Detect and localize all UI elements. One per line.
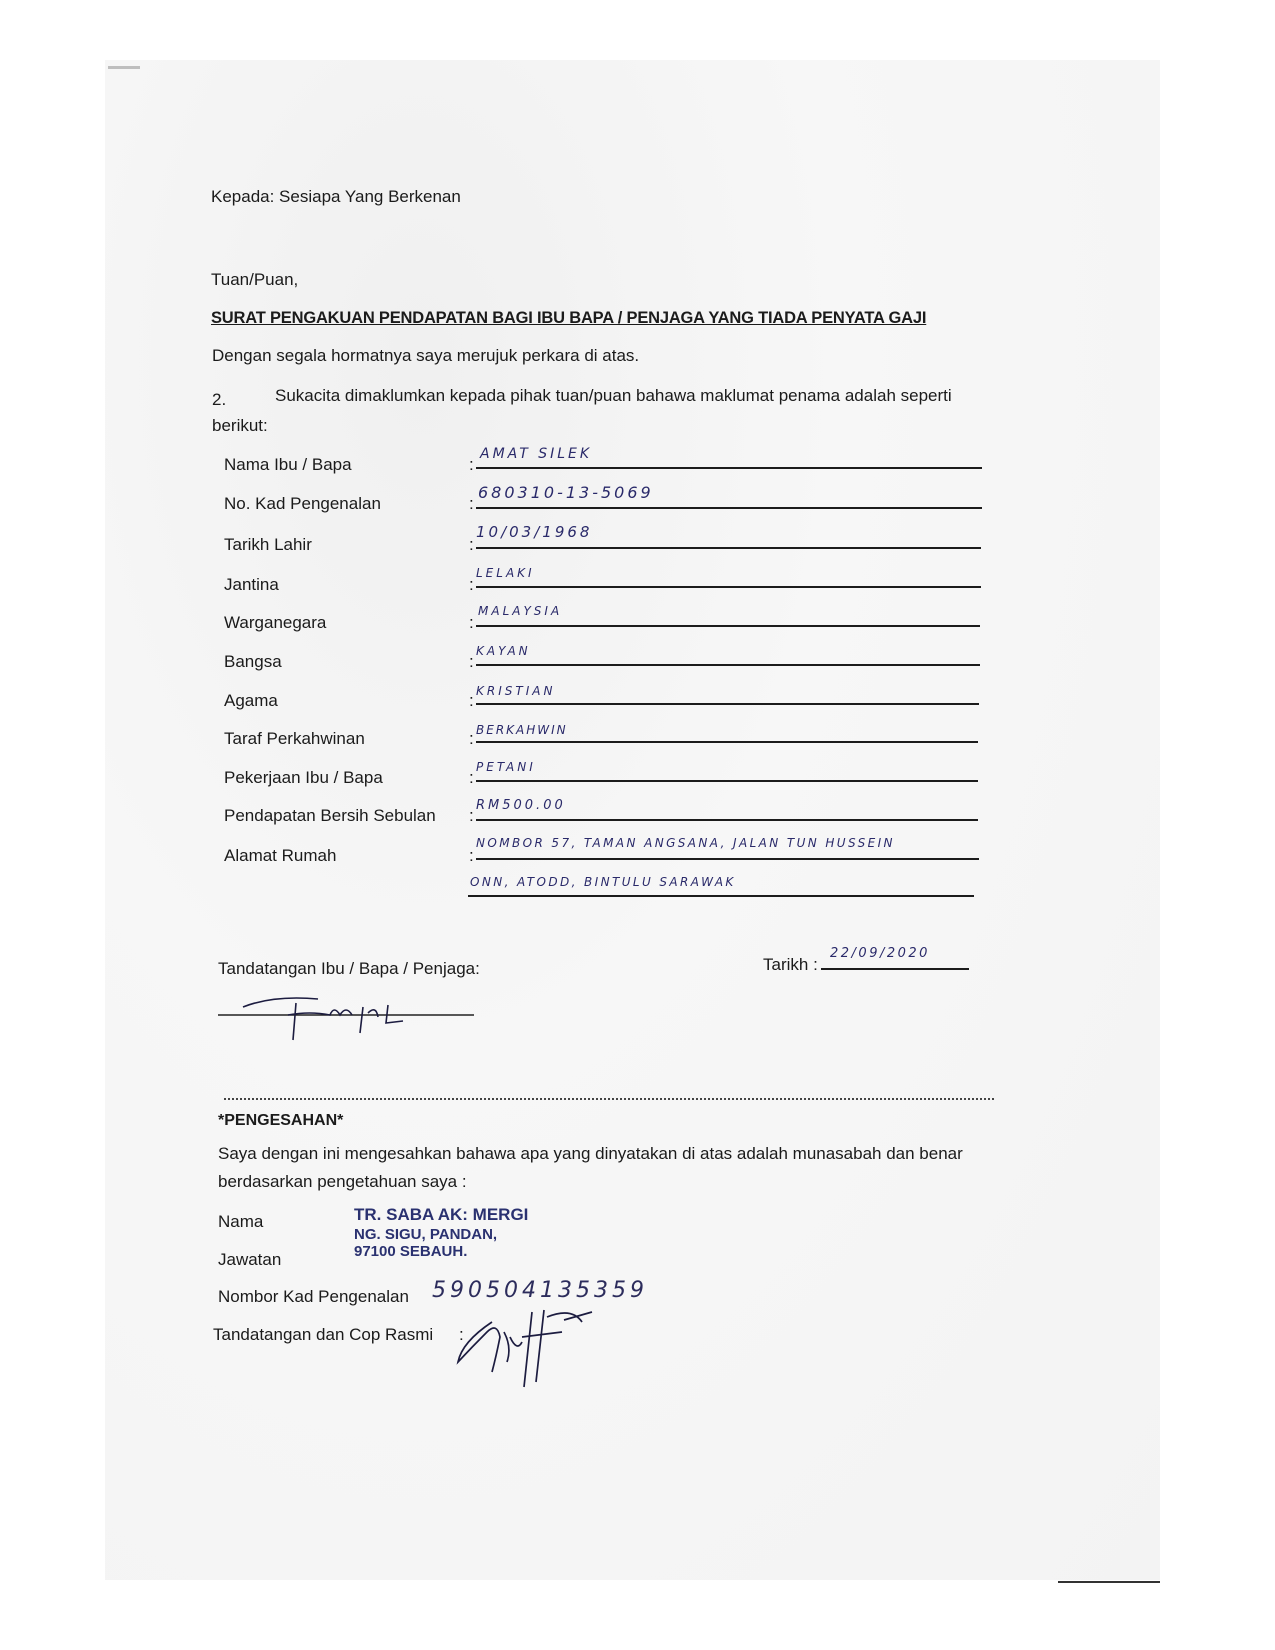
field-label-gender: Jantina bbox=[224, 575, 279, 594]
verifier-name-label: Nama bbox=[218, 1212, 264, 1231]
field-colon: : bbox=[469, 729, 474, 748]
scan-mark bbox=[108, 66, 140, 69]
verification-statement-line2: berdasarkan pengetahuan saya : bbox=[218, 1172, 467, 1191]
field-colon: : bbox=[469, 846, 474, 865]
verifier-signature-icon bbox=[452, 1302, 612, 1397]
stamp-line: 97100 SEBAUH. bbox=[354, 1243, 468, 1260]
field-value-date-of-birth[interactable]: 10/03/1968 bbox=[476, 523, 593, 541]
field-colon: : bbox=[469, 613, 474, 632]
salutation: Tuan/Puan, bbox=[211, 270, 299, 289]
field-colon: : bbox=[469, 806, 474, 825]
field-underline bbox=[476, 703, 979, 705]
intro-paragraph: Dengan segala hormatnya saya merujuk perkara di atas. bbox=[212, 346, 640, 365]
field-label-home-address: Alamat Rumah bbox=[224, 846, 337, 865]
stamp-line: NG. SIGU, PANDAN, bbox=[354, 1226, 498, 1243]
field-label-marital-status: Taraf Perkahwinan bbox=[224, 729, 365, 748]
date-underline bbox=[821, 968, 969, 970]
field-label-religion: Agama bbox=[224, 691, 278, 710]
field-label-citizenship: Warganegara bbox=[224, 613, 327, 632]
verifier-signature-label: Tandatangan dan Cop Rasmi bbox=[213, 1325, 434, 1344]
field-underline bbox=[476, 780, 978, 782]
paragraph-number: 2. bbox=[212, 390, 227, 409]
field-value-name[interactable]: AMAT SILEK bbox=[480, 446, 593, 462]
field-underline bbox=[476, 586, 981, 588]
field-label-ic-number: No. Kad Pengenalan bbox=[224, 494, 381, 513]
field-underline bbox=[476, 858, 979, 860]
field-underline bbox=[476, 741, 978, 743]
document-title: SURAT PENGAKUAN PENDAPATAN BAGI IBU BAPA / PENJAGA YANG TIADA PENYATA GAJI bbox=[211, 309, 927, 327]
field-underline bbox=[476, 507, 982, 509]
verifier-position-label: Jawatan bbox=[218, 1250, 282, 1269]
field-value-marital-status[interactable]: BERKAHWIN bbox=[476, 723, 568, 737]
section-divider bbox=[224, 1098, 994, 1100]
recipient-line: Kepada: Sesiapa Yang Berkenan bbox=[211, 187, 461, 206]
paragraph-2-continuation: berikut: bbox=[212, 416, 268, 435]
field-value-home-address[interactable]: NOMBOR 57, TAMAN ANGSANA, JALAN TUN HUSSEIN bbox=[476, 836, 895, 850]
field-underline bbox=[468, 895, 974, 897]
field-value-occupation[interactable]: PETANI bbox=[476, 760, 536, 774]
verifier-ic-label: Nombor Kad Pengenalan bbox=[218, 1287, 409, 1306]
parent-signature-icon bbox=[218, 985, 478, 1045]
field-label-date-of-birth: Tarikh Lahir bbox=[224, 535, 312, 554]
field-underline bbox=[476, 819, 978, 821]
field-underline bbox=[476, 547, 981, 549]
field-label-monthly-income: Pendapatan Bersih Sebulan bbox=[224, 806, 436, 825]
field-value-religion[interactable]: KRISTIAN bbox=[476, 684, 556, 698]
field-colon: : bbox=[469, 455, 474, 474]
field-colon: : bbox=[469, 494, 474, 513]
field-label-occupation: Pekerjaan Ibu / Bapa bbox=[224, 768, 383, 787]
field-value-race[interactable]: KAYAN bbox=[476, 644, 531, 658]
verification-statement-line1: Saya dengan ini mengesahkan bahawa apa yang dinyatakan di atas adalah munasabah dan benar bbox=[218, 1144, 963, 1163]
field-label-race: Bangsa bbox=[224, 652, 282, 671]
field-underline bbox=[476, 664, 980, 666]
field-underline bbox=[476, 625, 980, 627]
field-colon: : bbox=[469, 768, 474, 787]
parent-signature-label: Tandatangan Ibu / Bapa / Penjaga: bbox=[218, 959, 480, 978]
field-underline bbox=[476, 467, 982, 469]
field-colon: : bbox=[469, 575, 474, 594]
date-value[interactable]: 22/09/2020 bbox=[830, 946, 930, 961]
field-value-home-address-line2[interactable]: ONN, ATODD, BINTULU SARAWAK bbox=[470, 875, 736, 889]
paragraph-2-text: Sukacita dimaklumkan kepada pihak tuan/puan bahawa maklumat penama adalah seperti bbox=[275, 386, 952, 405]
field-value-gender[interactable]: LELAKI bbox=[476, 566, 535, 580]
verifier-signature-colon: : bbox=[459, 1325, 464, 1344]
field-colon: : bbox=[469, 691, 474, 710]
field-value-monthly-income[interactable]: RM500.00 bbox=[476, 798, 566, 813]
date-label: Tarikh : bbox=[763, 955, 818, 974]
verification-heading: *PENGESAHAN* bbox=[218, 1112, 344, 1129]
field-colon: : bbox=[469, 652, 474, 671]
scan-edge-line bbox=[1058, 1581, 1160, 1583]
field-colon: : bbox=[469, 535, 474, 554]
verifier-ic-value[interactable]: 590504135359 bbox=[432, 1278, 648, 1303]
field-value-ic-number[interactable]: 680310-13-5069 bbox=[478, 483, 654, 502]
stamp-line: TR. SABA AK: MERGI bbox=[354, 1205, 529, 1224]
field-label-name: Nama Ibu / Bapa bbox=[224, 455, 352, 474]
field-value-citizenship[interactable]: MALAYSIA bbox=[478, 604, 563, 618]
